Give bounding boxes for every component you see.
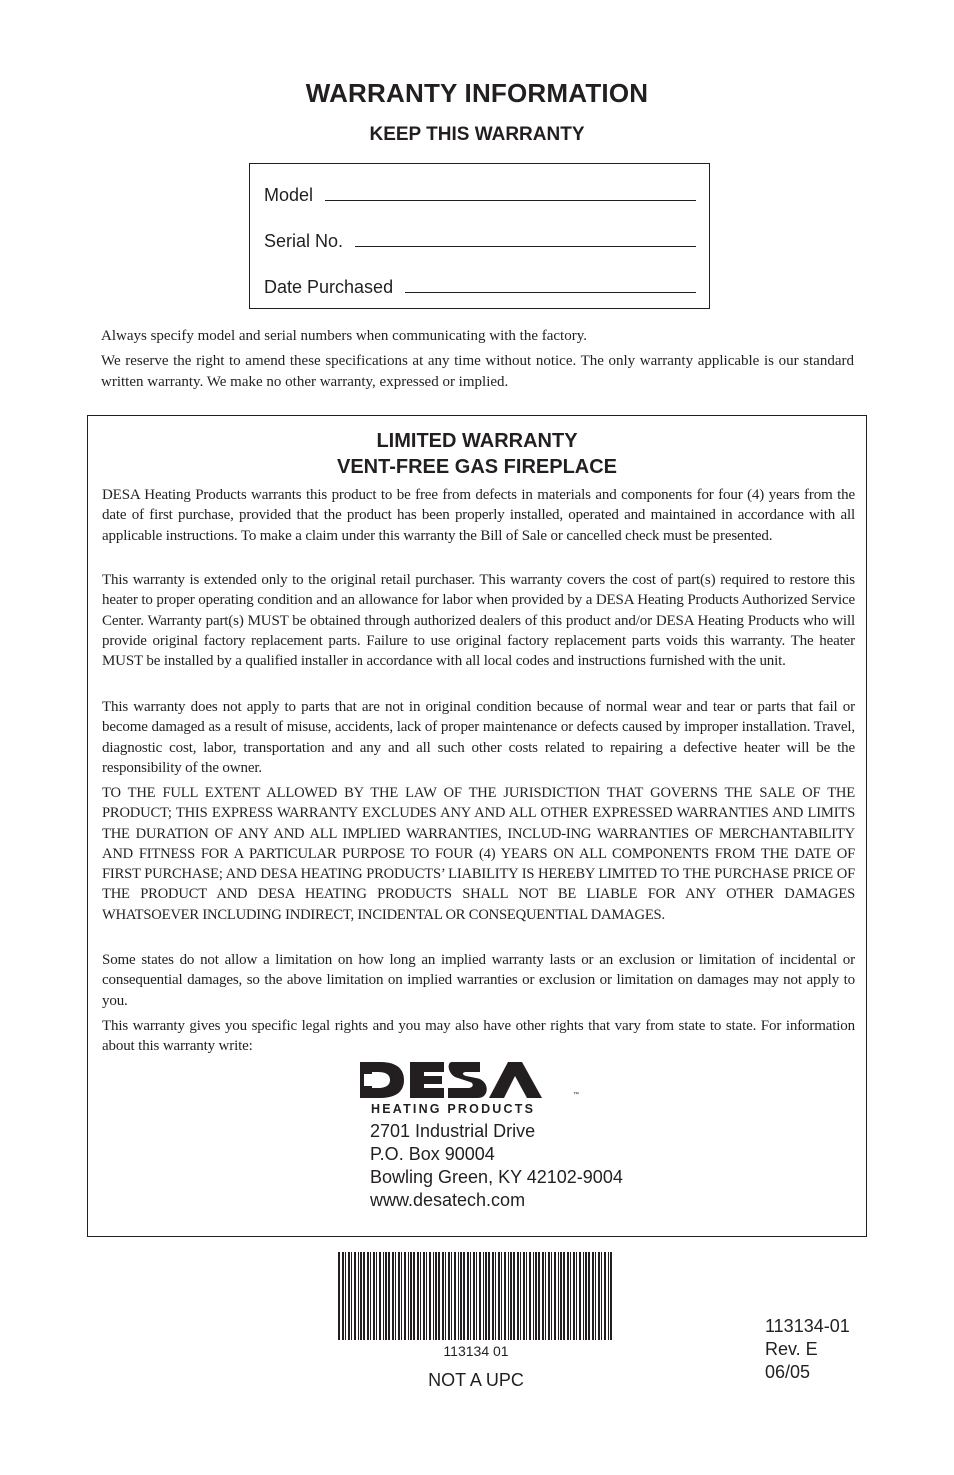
warranty-paragraph-purchaser: This warranty is extended only to the original retail purchaser. This warranty covers the cost of part(s) required to restore this heater to proper operating condition and an allowance for labor when provided by a DESA Heating Products Authorized Service Center. Warranty part(s) MUST be obtained through authorized dealers of this product and/or DESA Heating Products who will provide original factory replacement parts. Failure to use original factory replacement parts voids this warranty. The heater MUST be installed by a qualified installer in accordance with all local codes and instructions furnished with the unit.	[102, 572, 855, 670]
barcode-bar	[610, 1252, 612, 1340]
part-number: 113134-01	[765, 1316, 850, 1336]
barcode-bar	[408, 1252, 409, 1340]
barcode-number: 113134 01	[443, 1343, 509, 1359]
model-write-line	[325, 200, 696, 201]
barcode-bar	[483, 1252, 484, 1340]
serial-write-line	[355, 246, 696, 247]
serial-label: Serial No.	[264, 231, 344, 251]
barcode-bar	[429, 1252, 431, 1340]
address-website[interactable]: www.desatech.com	[370, 1190, 526, 1210]
barcode-bar	[592, 1252, 594, 1340]
barcode-bar	[454, 1252, 456, 1340]
warranty-paragraph-exclusions: This warranty does not apply to parts that are not in original condition because of normal wear and tear or parts that fail or become damaged as a result of misuse, accidents, lack of proper maintenance or defects caused by improper installation. Travel, diagnostic cost, labor, transportation and any and all such other costs related to repairing a defective heater will be the responsibility of the owner.	[102, 699, 855, 776]
barcode-bar	[445, 1252, 446, 1340]
barcode	[338, 1252, 614, 1340]
barcode-bar	[413, 1252, 415, 1340]
barcode-bar	[579, 1252, 581, 1340]
barcode-bar	[404, 1252, 406, 1340]
barcode-bar	[538, 1252, 540, 1340]
barcode-bar	[398, 1252, 400, 1340]
page-subtitle: KEEP THIS WARRANTY	[369, 124, 585, 145]
barcode-bar	[542, 1252, 544, 1340]
barcode-bar	[363, 1252, 365, 1340]
barcode-bar	[417, 1252, 419, 1340]
barcode-bar	[585, 1252, 587, 1340]
barcode-bar	[379, 1252, 381, 1340]
barcode-bar	[442, 1252, 444, 1340]
barcode-bar	[485, 1252, 487, 1340]
barcode-bar	[351, 1252, 352, 1340]
barcode-bar	[545, 1252, 546, 1340]
barcode-bar	[354, 1252, 356, 1340]
address-city: Bowling Green, KY 42102-9004	[370, 1167, 623, 1187]
revision-date: 06/05	[765, 1362, 811, 1382]
barcode-bar	[573, 1252, 575, 1340]
barcode-bar	[373, 1252, 375, 1340]
barcode-bar	[423, 1252, 425, 1340]
barcode-bar	[517, 1252, 519, 1340]
address-street: 2701 Industrial Drive	[370, 1121, 536, 1141]
date-purchased-label: Date Purchased	[264, 277, 394, 297]
barcode-bar	[345, 1252, 346, 1340]
barcode-bar	[435, 1252, 437, 1340]
barcode-bar	[473, 1252, 475, 1340]
barcode-bar	[498, 1252, 500, 1340]
barcode-bar	[535, 1252, 537, 1340]
barcode-bar	[463, 1252, 465, 1340]
barcode-bar	[470, 1252, 471, 1340]
barcode-bar	[523, 1252, 525, 1340]
date-write-line	[405, 292, 696, 293]
note-specify: Always specify model and serial numbers when communicating with the factory.	[101, 328, 587, 344]
barcode-bar	[504, 1252, 506, 1340]
barcode-bar	[595, 1252, 596, 1340]
barcode-bar	[554, 1252, 556, 1340]
barcode-bar	[410, 1252, 412, 1340]
not-a-upc-label: NOT A UPC	[428, 1370, 524, 1390]
warranty-paragraph-rights: This warranty gives you specific legal rights and you may also have other rights that vary from state to state. For information about this warranty write:	[102, 1018, 855, 1055]
page-title: WARRANTY INFORMATION	[305, 78, 649, 108]
barcode-bar	[567, 1252, 569, 1340]
warranty-heading-2: VENT-FREE GAS FIREPLACE	[336, 456, 618, 478]
barcode-bar	[476, 1252, 477, 1340]
barcode-bar	[448, 1252, 450, 1340]
barcode-bar	[513, 1252, 515, 1340]
barcode-bar	[488, 1252, 490, 1340]
barcode-bar	[348, 1252, 350, 1340]
barcode-bar	[501, 1252, 502, 1340]
address-po-box: P.O. Box 90004	[370, 1144, 495, 1164]
barcode-bar	[338, 1252, 340, 1340]
barcode-bar	[451, 1252, 452, 1340]
limited-warranty-box	[87, 415, 867, 1237]
barcode-bar	[388, 1252, 390, 1340]
barcode-bar	[401, 1252, 402, 1340]
barcode-bar	[467, 1252, 469, 1340]
barcode-bar	[604, 1252, 606, 1340]
barcode-bar	[433, 1252, 434, 1340]
note-reserve-rights: We reserve the right to amend these specifications at any time without notice. The only warranty applicable is our standard written warranty. We make no other warranty, expressed or implied.	[101, 353, 854, 390]
warranty-paragraph-states: Some states do not allow a limitation on how long an implied warranty lasts or an exclusion or limitation of incidental or consequential damages, so the above limitation on implied warranties or exclusion or limitation on damages may not apply to you.	[102, 952, 855, 1009]
barcode-bar	[576, 1252, 577, 1340]
barcode-bar	[601, 1252, 602, 1340]
desa-wordmark	[360, 1062, 572, 1098]
barcode-bar	[520, 1252, 521, 1340]
barcode-bar	[420, 1252, 421, 1340]
warranty-heading-1: LIMITED WARRANTY	[376, 430, 578, 452]
barcode-bar	[342, 1252, 344, 1340]
barcode-bar	[479, 1252, 481, 1340]
barcode-bar	[385, 1252, 387, 1340]
barcode-bar	[570, 1252, 571, 1340]
barcode-bar	[526, 1252, 527, 1340]
barcode-bar	[383, 1252, 384, 1340]
barcode-bar	[426, 1252, 427, 1340]
barcode-bar	[367, 1252, 369, 1340]
trademark-symbol: ™	[573, 1092, 579, 1098]
barcode-bar	[560, 1252, 562, 1340]
model-row	[264, 181, 696, 205]
barcode-bar	[588, 1252, 590, 1340]
barcode-bar	[460, 1252, 462, 1340]
barcode-bar	[583, 1252, 584, 1340]
barcode-bar	[598, 1252, 600, 1340]
product-record-box	[249, 163, 710, 309]
barcode-bar	[492, 1252, 494, 1340]
barcode-bar	[529, 1252, 531, 1340]
barcode-bar	[438, 1252, 440, 1340]
barcode-bar	[392, 1252, 394, 1340]
barcode-bar	[558, 1252, 559, 1340]
barcode-bar	[563, 1252, 565, 1340]
barcode-bar	[495, 1252, 496, 1340]
barcode-bar	[395, 1252, 396, 1340]
barcode-bar	[551, 1252, 552, 1340]
date-row	[264, 273, 696, 297]
warranty-paragraph-coverage: DESA Heating Products warrants this product to be free from defects in materials and components for four (4) years from the date of first purchase, provided that the product has been properly installed, operated and maintained in accordance with all applicable instructions. To make a claim under this warranty the Bill of Sale or cancelled check must be presented.	[102, 487, 855, 544]
barcode-bar	[376, 1252, 377, 1340]
barcode-bar	[360, 1252, 362, 1340]
barcode-bar	[533, 1252, 534, 1340]
barcode-bar	[508, 1252, 509, 1340]
barcode-bar	[370, 1252, 371, 1340]
serial-row	[264, 227, 696, 251]
barcode-bar	[358, 1252, 359, 1340]
revision: Rev. E	[765, 1339, 818, 1359]
barcode-bar	[458, 1252, 459, 1340]
model-label: Model	[264, 185, 314, 205]
warranty-paragraph-legal: TO THE FULL EXTENT ALLOWED BY THE LAW OF THE JURISDICTION THAT GOVERNS THE SALE OF THE PRODUCT; THIS EXPRESS WARRANTY EXCLUDES ANY AND ALL OTHER EXPRESSED WARRANTIES AND LIMITS THE DURATION OF ANY AND ALL IMPLIED WARRANTIES, INCLUD-ING WARRANTIES OF MERCHANTABILITY AND FITNESS FOR A PARTICULAR PURPOSE TO FOUR (4) YEARS ON ALL COMPONENTS FROM THE DATE OF FIRST PURCHASE; AND DESA HEATING PRODUCTS’ LIABILITY IS HEREBY LIMITED TO THE PURCHASE PRICE OF THE PRODUCT AND DESA HEATING PRODUCTS SHALL NOT BE LIABLE FOR ANY OTHER DAMAGES WHATSOEVER INCLUDING INDIRECT, INCIDENTAL OR CONSEQUENTIAL DAMAGES.	[102, 785, 855, 923]
barcode-bar	[608, 1252, 609, 1340]
barcode-bar	[510, 1252, 512, 1340]
barcode-bar	[548, 1252, 550, 1340]
logo-tagline: HEATING PRODUCTS	[371, 1102, 536, 1116]
